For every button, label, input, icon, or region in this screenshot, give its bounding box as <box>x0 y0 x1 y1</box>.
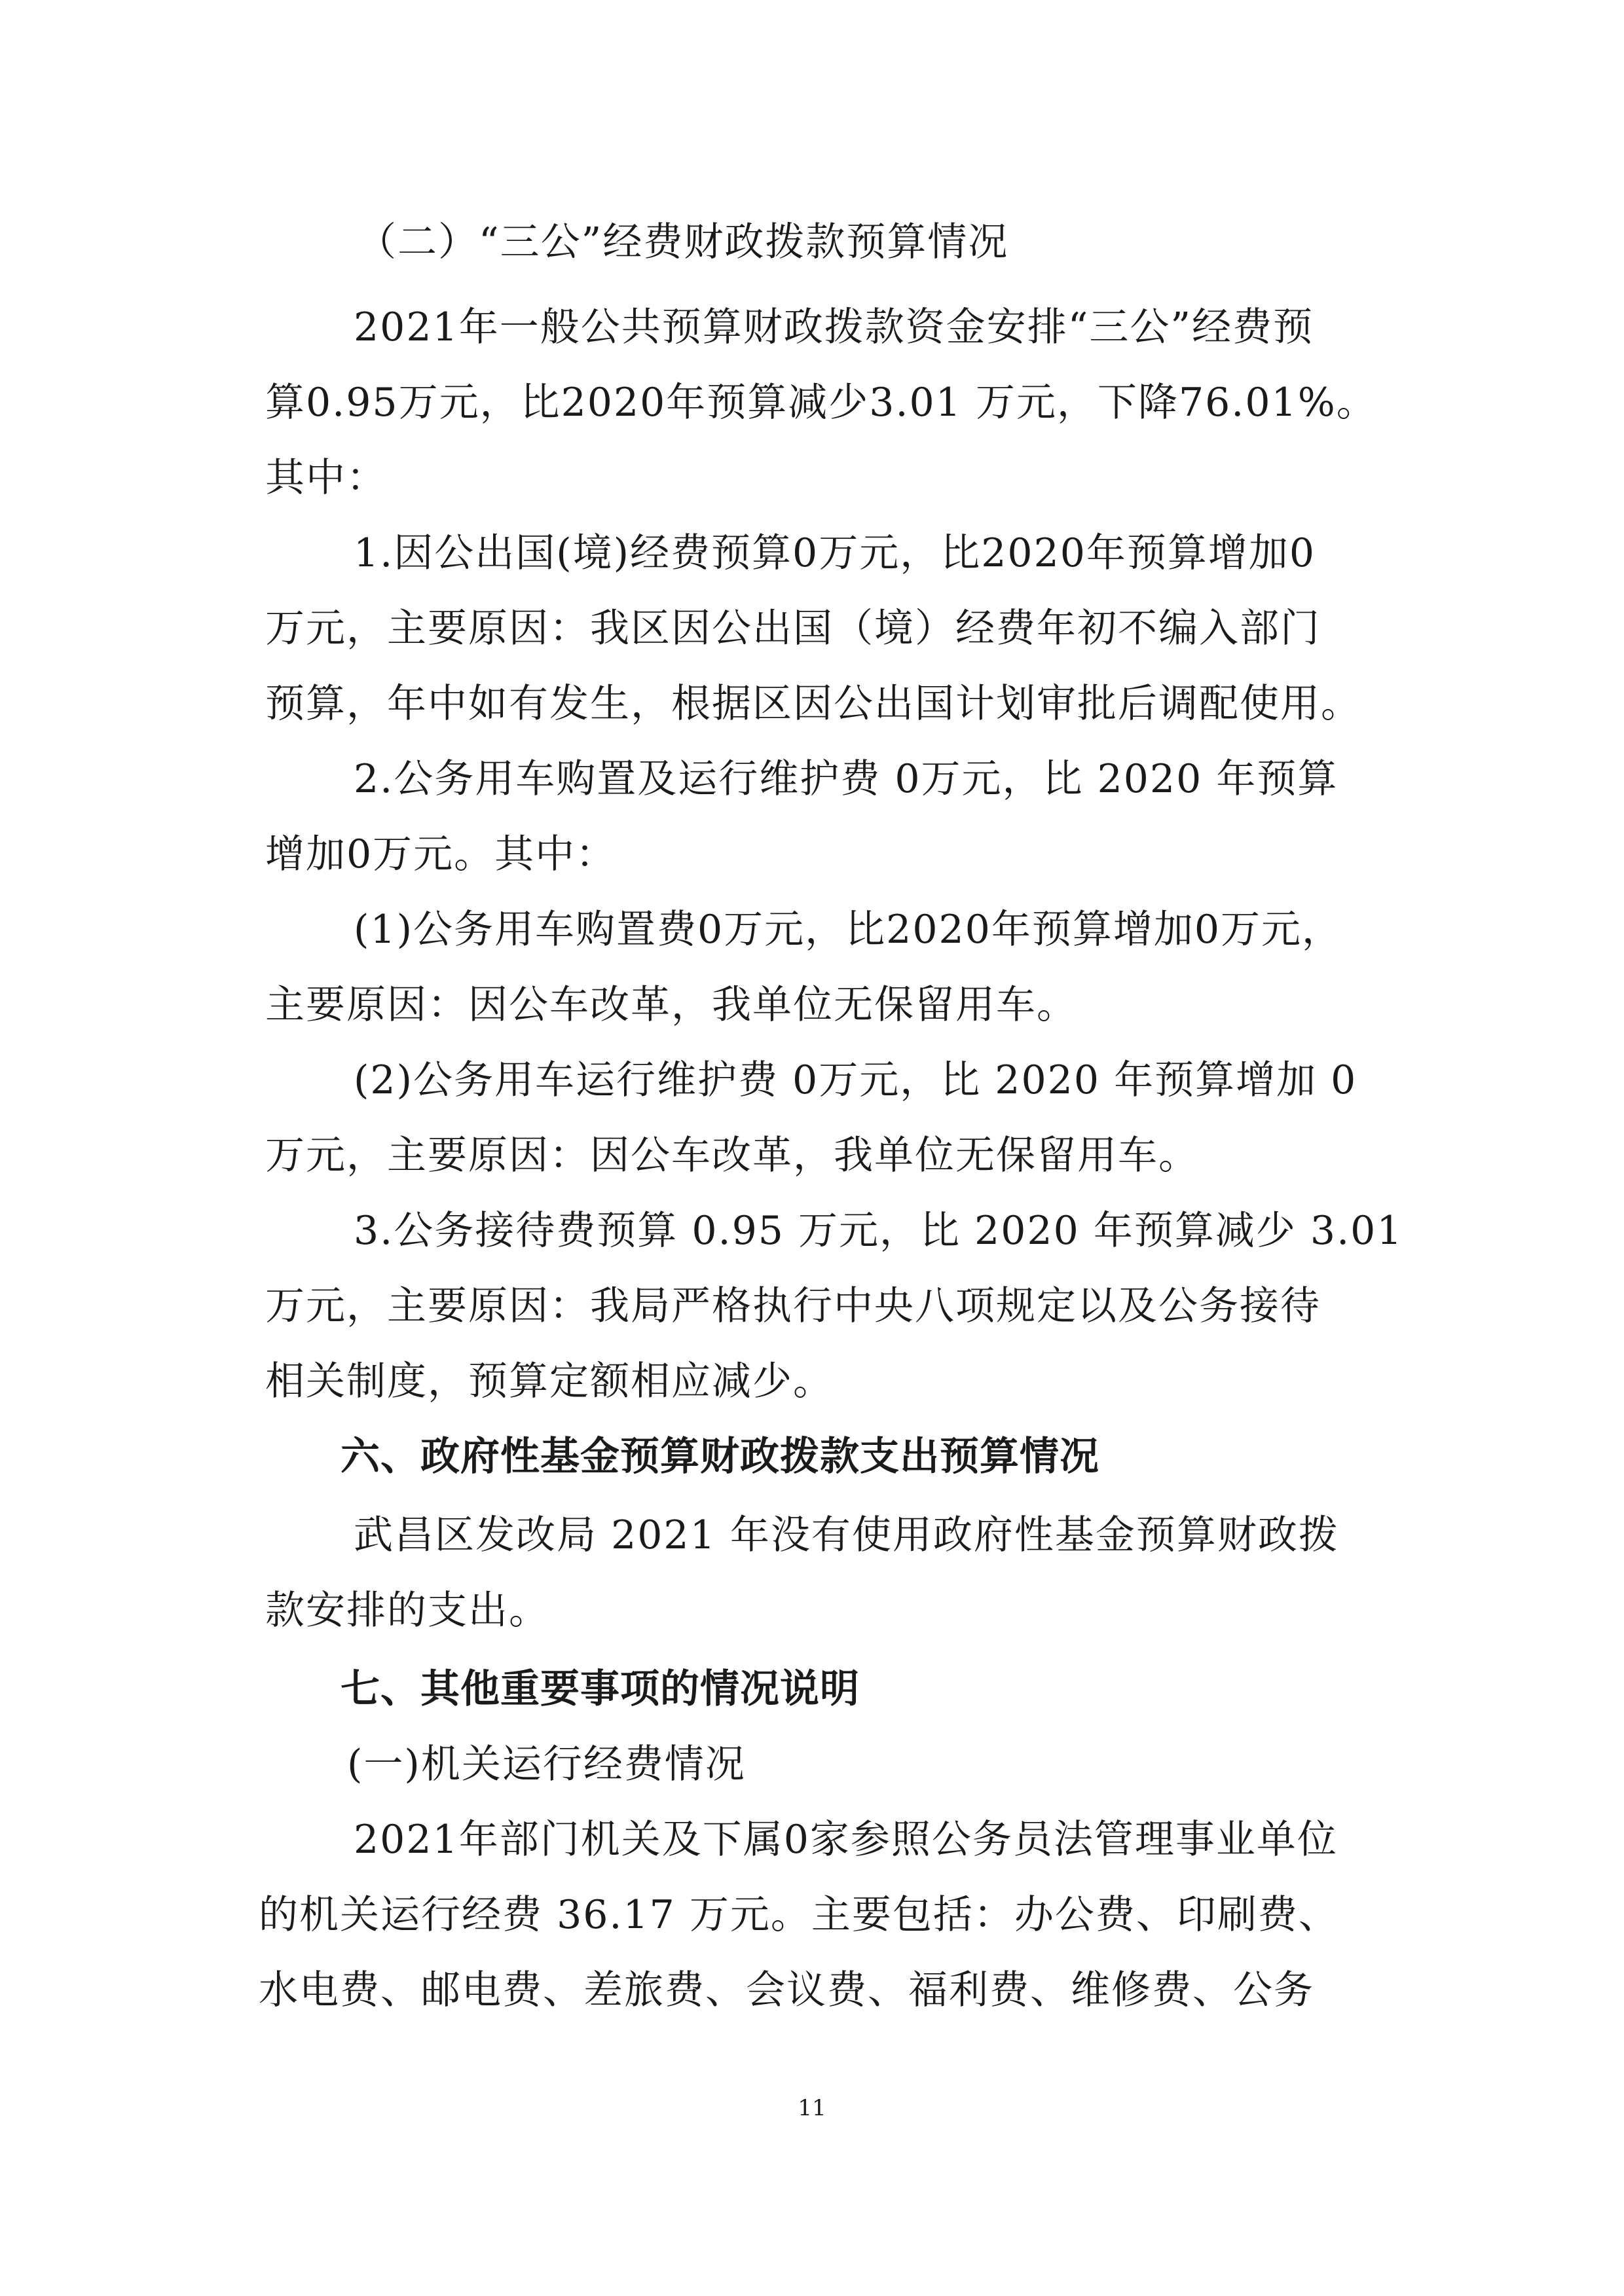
paragraph-line: 水电费、邮电费、差旅费、会议费、福利费、维修费、公务 <box>259 1967 1314 2013</box>
paragraph-line: 2021年一般公共预算财政拨款资金安排“三公”经费预 <box>354 304 1314 350</box>
paragraph-line: 算0.95万元，比2020年预算减少3.01 万元，下降76.01%。 <box>265 380 1377 426</box>
paragraph-line: 2021年部门机关及下属0家参照公务员法管理事业单位 <box>354 1817 1338 1863</box>
paragraph-line: 武昌区发改局 2021 年没有使用政府性基金预算财政拨 <box>354 1512 1339 1558</box>
paragraph-line: (1)公务用车购置费0万元，比2020年预算增加0万元， <box>354 907 1343 953</box>
paragraph-line: 相关制度，预算定额相应减少。 <box>265 1358 834 1404</box>
paragraph-line: 的机关运行经费 36.17 万元。主要包括：办公费、印刷费、 <box>259 1892 1339 1938</box>
page-number: 11 <box>798 2095 826 2121</box>
section-heading-7: 七、其他重要事项的情况说明 <box>341 1666 860 1712</box>
paragraph-line: (2)公务用车运行维护费 0万元，比 2020 年预算增加 0 <box>354 1057 1357 1103</box>
paragraph-line: 万元，主要原因：我局严格执行中央八项规定以及公务接待 <box>265 1283 1321 1329</box>
paragraph-line: 2.公务用车购置及运行维护费 0万元，比 2020 年预算 <box>354 756 1338 802</box>
paragraph-line: 1.因公出国(境)经费预算0万元，比2020年预算增加0 <box>354 530 1316 576</box>
section-heading-6: 六、政府性基金预算财政拨款支出预算情况 <box>341 1434 1099 1480</box>
paragraph-line: 增加0万元。其中： <box>265 831 617 877</box>
paragraph-line: 款安排的支出。 <box>265 1588 549 1633</box>
subsection-heading-office-expenses: (一)机关运行经费情况 <box>347 1741 746 1787</box>
subsection-heading-three-public-expenses: （二）“三公”经费财政拨款预算情况 <box>357 219 1009 265</box>
paragraph-line: 万元，主要原因：我区因公出国（境）经费年初不编入部门 <box>265 606 1321 651</box>
paragraph-line: 其中： <box>265 455 387 501</box>
paragraph-line: 主要原因：因公车改革，我单位无保留用车。 <box>265 982 1077 1028</box>
paragraph-line: 预算，年中如有发生，根据区因公出国计划审批后调配使用。 <box>265 681 1361 727</box>
paragraph-line: 3.公务接待费预算 0.95 万元，比 2020 年预算减少 3.01 <box>354 1208 1403 1254</box>
paragraph-line: 万元，主要原因：因公车改革，我单位无保留用车。 <box>265 1133 1199 1178</box>
